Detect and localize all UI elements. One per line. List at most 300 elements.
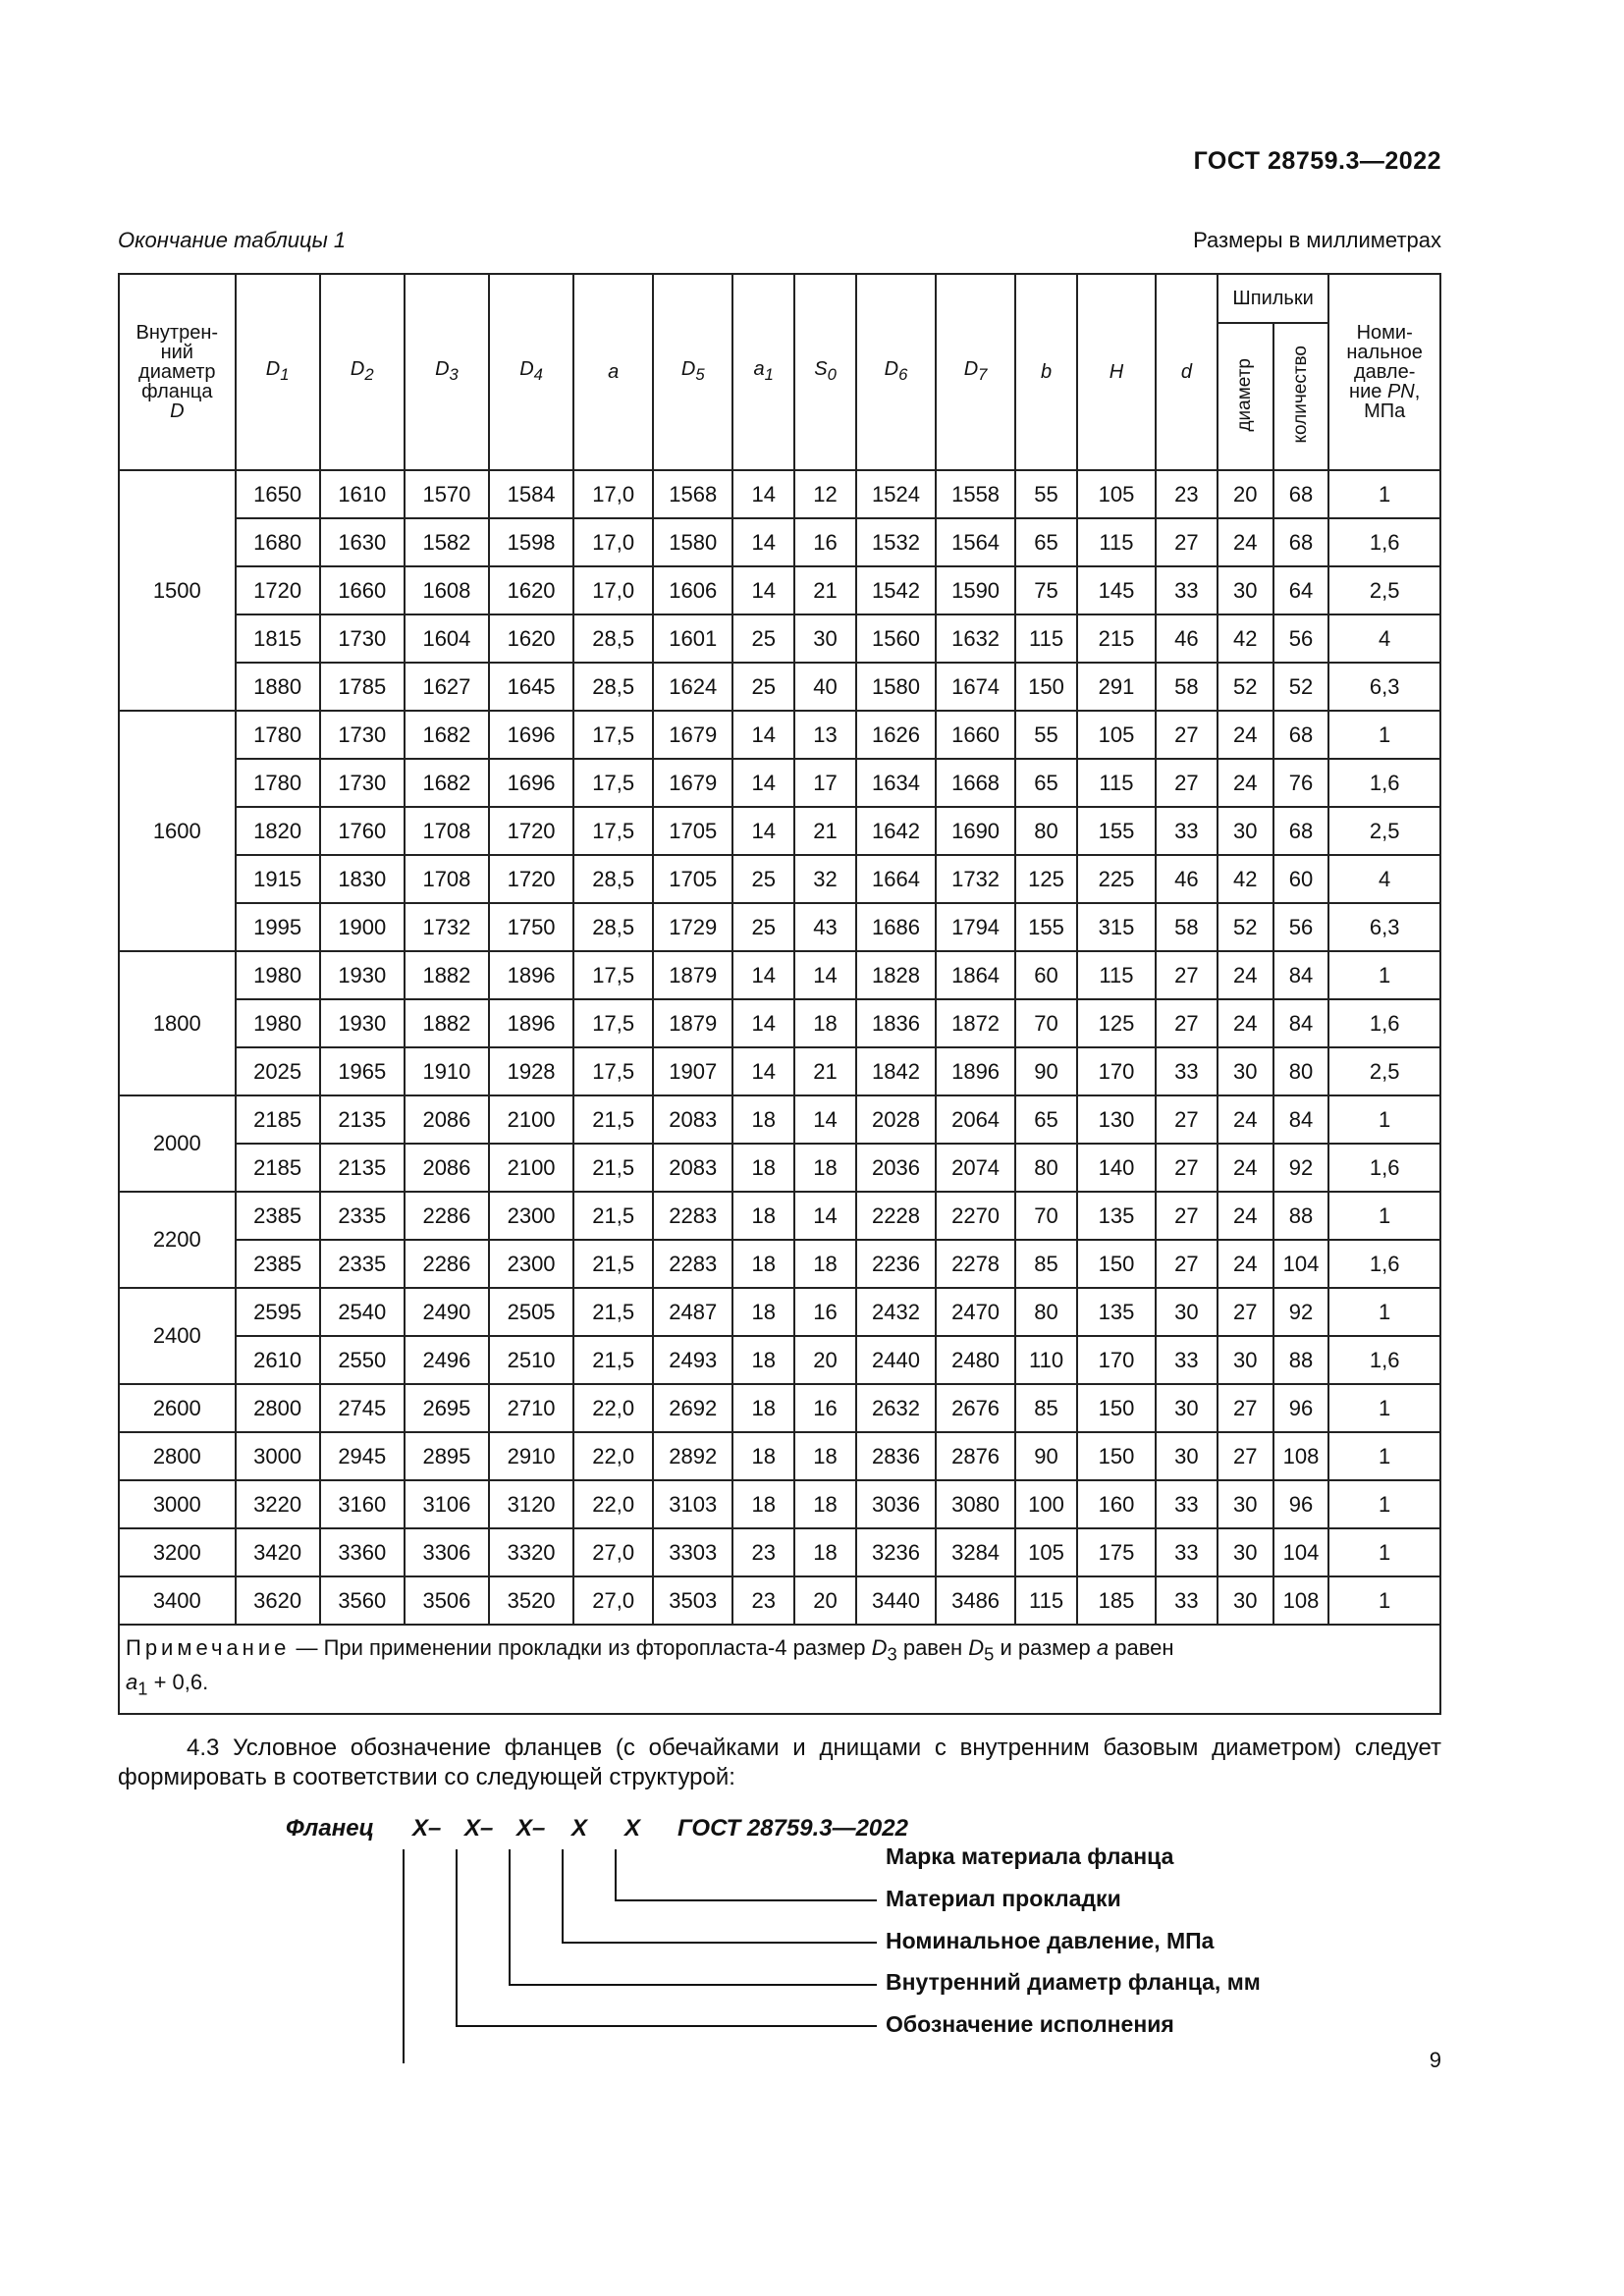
table-cell: 27 <box>1218 1384 1273 1432</box>
scheme-leader-1 <box>404 1849 877 2063</box>
table-cell: 23 <box>732 1576 794 1625</box>
table-cell: 2487 <box>653 1288 732 1336</box>
table-cell: 2540 <box>320 1288 405 1336</box>
table-cell: 1686 <box>856 903 936 951</box>
table-cell: 1584 <box>489 470 573 518</box>
table-cell: 75 <box>1015 566 1077 614</box>
header-pn-line: давле- <box>1353 361 1416 383</box>
table-cell: 24 <box>1218 1240 1273 1288</box>
table-cell: 22,0 <box>573 1384 653 1432</box>
table-cell: 12 <box>794 470 856 518</box>
table-cell: 14 <box>732 566 794 614</box>
table-cell: 25 <box>732 614 794 663</box>
table-cell: 2286 <box>405 1192 489 1240</box>
header-pn-line: Номи- <box>1356 322 1413 344</box>
table-cell: 76 <box>1273 759 1329 807</box>
table-cell: 1794 <box>936 903 1015 951</box>
table-cell: 14 <box>794 951 856 999</box>
note-d5: D <box>968 1635 985 1660</box>
table-cell: 1730 <box>320 711 405 759</box>
table-cell: 135 <box>1077 1288 1156 1336</box>
table-cell: 1815 <box>236 614 320 663</box>
table-cell: 315 <box>1077 903 1156 951</box>
header-pn-line: ние PN, <box>1349 381 1421 402</box>
table-cell: 21,5 <box>573 1192 653 1240</box>
table-cell: 3160 <box>320 1480 405 1528</box>
table-cell: 150 <box>1077 1432 1156 1480</box>
table-cell: 24 <box>1218 759 1273 807</box>
table-cell: 3520 <box>489 1576 573 1625</box>
table-cell: 24 <box>1218 951 1273 999</box>
table-cell: 88 <box>1273 1336 1329 1384</box>
table-cell: 3306 <box>405 1528 489 1576</box>
note-d5-sub: 5 <box>984 1643 995 1665</box>
table-cell: 3080 <box>936 1480 1015 1528</box>
header-D4-sub: 4 <box>533 365 543 384</box>
header-D5 <box>653 274 732 470</box>
table-cell: 1696 <box>489 711 573 759</box>
table-cell: 1582 <box>405 518 489 566</box>
table-cell: 104 <box>1273 1528 1329 1576</box>
table-cell: 3360 <box>320 1528 405 1576</box>
table-row <box>119 1095 1440 1144</box>
header-D2-sym: D <box>350 358 365 380</box>
table-cell: 1620 <box>489 566 573 614</box>
table-cell: 155 <box>1015 903 1077 951</box>
table-cell: 105 <box>1015 1528 1077 1576</box>
table-cell: 2270 <box>936 1192 1015 1240</box>
table-cell: 2283 <box>653 1192 732 1240</box>
header-inner-diameter-line: диаметр <box>138 361 216 383</box>
table-cell: 1,6 <box>1328 1240 1440 1288</box>
scheme-leader-2 <box>457 1849 877 2026</box>
table-row <box>119 566 1440 614</box>
table-cell: 17,5 <box>573 951 653 999</box>
table-cell: 150 <box>1015 663 1077 711</box>
note-d3: D <box>871 1635 888 1660</box>
table-cell: 52 <box>1273 663 1329 711</box>
table-cell: 21,5 <box>573 1288 653 1336</box>
table-cell: 18 <box>794 1480 856 1528</box>
table-cell: 24 <box>1218 1095 1273 1144</box>
table-row <box>119 855 1440 903</box>
table-cell: 33 <box>1156 1336 1218 1384</box>
table-cell: 1705 <box>653 807 732 855</box>
table-cell: 2086 <box>405 1144 489 1192</box>
table-cell: 18 <box>732 1432 794 1480</box>
scheme-standard: ГОСТ 28759.3—2022 <box>677 1815 908 1842</box>
table-row <box>119 470 1440 518</box>
table-cell: 1690 <box>936 807 1015 855</box>
table-cell: 90 <box>1015 1047 1077 1095</box>
table-cell: 104 <box>1273 1240 1329 1288</box>
table-note <box>119 1625 1440 1714</box>
note-a: a <box>1096 1635 1110 1660</box>
table-cell: 3420 <box>236 1528 320 1576</box>
header-inner-diameter-line: ний <box>160 342 193 363</box>
table-cell: 30 <box>1218 566 1273 614</box>
table-cell: 1720 <box>489 855 573 903</box>
table-cell: 1785 <box>320 663 405 711</box>
table-cell: 24 <box>1218 711 1273 759</box>
table-cell: 3106 <box>405 1480 489 1528</box>
table-cell: 1896 <box>489 999 573 1047</box>
table-cell: 68 <box>1273 470 1329 518</box>
table-cell: 1590 <box>936 566 1015 614</box>
table-cell: 105 <box>1077 470 1156 518</box>
table-cell: 52 <box>1218 663 1273 711</box>
header-D3-sym: D <box>435 358 450 380</box>
table-cell: 25 <box>732 903 794 951</box>
table-cell: 2480 <box>936 1336 1015 1384</box>
table-cell: 25 <box>732 663 794 711</box>
table-cell: 2236 <box>856 1240 936 1288</box>
header-D2-sub: 2 <box>364 365 374 384</box>
table-cell: 52 <box>1218 903 1273 951</box>
header-pn-symbol: PN <box>1386 381 1415 402</box>
table-cell: 2490 <box>405 1288 489 1336</box>
table-cell: 1750 <box>489 903 573 951</box>
note-label: Примечание <box>126 1635 291 1660</box>
table-cell: 150 <box>1077 1240 1156 1288</box>
header-studs-count-text: количество <box>1289 346 1311 444</box>
table-cell: 2,5 <box>1328 807 1440 855</box>
table-cell: 27 <box>1156 1144 1218 1192</box>
table-cell: 1674 <box>936 663 1015 711</box>
note-a1-sub: 1 <box>137 1678 148 1699</box>
table-cell: 14 <box>794 1192 856 1240</box>
table-cell: 2505 <box>489 1288 573 1336</box>
table-cell: 2135 <box>320 1144 405 1192</box>
table-cell: 46 <box>1156 855 1218 903</box>
table-row <box>119 999 1440 1047</box>
table-cell: 28,5 <box>573 663 653 711</box>
header-studs-diameter <box>1218 323 1273 470</box>
table-cell: 1910 <box>405 1047 489 1095</box>
table-cell: 14 <box>732 951 794 999</box>
table-cell: 2895 <box>405 1432 489 1480</box>
table-cell: 115 <box>1077 518 1156 566</box>
table-cell: 1730 <box>320 614 405 663</box>
table-cell: 64 <box>1273 566 1329 614</box>
table-cell: 3036 <box>856 1480 936 1528</box>
table-cell: 1 <box>1328 711 1440 759</box>
table-cell: 1729 <box>653 903 732 951</box>
table-cell: 150 <box>1077 1384 1156 1432</box>
table-cell: 2676 <box>936 1384 1015 1432</box>
table-cell: 185 <box>1077 1576 1156 1625</box>
table-cell: 1980 <box>236 999 320 1047</box>
table-cell: 1708 <box>405 855 489 903</box>
table-cell: 21,5 <box>573 1240 653 1288</box>
table-cell: 21 <box>794 807 856 855</box>
table-cell: 135 <box>1077 1192 1156 1240</box>
designation-scheme <box>0 1808 1624 2063</box>
table-row <box>119 1528 1440 1576</box>
table-cell: 2083 <box>653 1095 732 1144</box>
table-cell: 18 <box>732 1240 794 1288</box>
table-cell: 1896 <box>489 951 573 999</box>
table-cell: 18 <box>794 1144 856 1192</box>
table-cell: 3320 <box>489 1528 573 1576</box>
table-cell: 46 <box>1156 614 1218 663</box>
table-cell: 1682 <box>405 759 489 807</box>
header-D1-sub: 1 <box>280 365 290 384</box>
table-cell: 80 <box>1015 1144 1077 1192</box>
table-cell: 2695 <box>405 1384 489 1432</box>
table-cell: 25 <box>732 855 794 903</box>
table-cell: 2385 <box>236 1192 320 1240</box>
table-cell: 56 <box>1273 903 1329 951</box>
table-cell: 68 <box>1273 711 1329 759</box>
table-cell: 145 <box>1077 566 1156 614</box>
table-cell: 2493 <box>653 1336 732 1384</box>
table-cell: 14 <box>732 759 794 807</box>
cell-inner-diameter: 2600 <box>119 1384 236 1432</box>
table-cell: 18 <box>794 1432 856 1480</box>
table-cell: 1995 <box>236 903 320 951</box>
table-cell: 3220 <box>236 1480 320 1528</box>
table-cell: 291 <box>1077 663 1156 711</box>
table-cell: 1660 <box>320 566 405 614</box>
table-cell: 18 <box>732 1095 794 1144</box>
table-cell: 2550 <box>320 1336 405 1384</box>
table-row <box>119 1047 1440 1095</box>
header-D7-sym: D <box>963 358 979 380</box>
table-cell: 115 <box>1077 759 1156 807</box>
table-cell: 1,6 <box>1328 759 1440 807</box>
note-a1: a <box>126 1670 138 1695</box>
table-cell: 2510 <box>489 1336 573 1384</box>
table-cell: 18 <box>732 1480 794 1528</box>
table-cell: 130 <box>1077 1095 1156 1144</box>
table-cell: 17,5 <box>573 999 653 1047</box>
page-number: 9 <box>1429 2048 1441 2072</box>
table-cell: 33 <box>1156 807 1218 855</box>
table-row <box>119 807 1440 855</box>
table-cell: 1620 <box>489 614 573 663</box>
table-cell: 1558 <box>936 470 1015 518</box>
table-cell: 2710 <box>489 1384 573 1432</box>
table-cell: 27 <box>1218 1432 1273 1480</box>
table-cell: 84 <box>1273 999 1329 1047</box>
table-cell: 96 <box>1273 1480 1329 1528</box>
table-cell: 100 <box>1015 1480 1077 1528</box>
table-cell: 24 <box>1218 999 1273 1047</box>
table-cell: 20 <box>794 1336 856 1384</box>
cell-inner-diameter: 1500 <box>119 470 236 711</box>
header-D6-sub: 6 <box>898 365 908 384</box>
table-cell: 1598 <box>489 518 573 566</box>
note-text-3: и размер <box>994 1635 1097 1660</box>
header-a1-sub: 1 <box>764 365 774 384</box>
header-inner-diameter-symbol: D <box>170 400 185 422</box>
table-cell: 3440 <box>856 1576 936 1625</box>
scheme-label-version: Обозначение исполнения <box>886 2011 1174 2037</box>
table-cell: 84 <box>1273 951 1329 999</box>
table-cell: 1705 <box>653 855 732 903</box>
table-cell: 65 <box>1015 518 1077 566</box>
table-cell: 1830 <box>320 855 405 903</box>
table-cell: 2610 <box>236 1336 320 1384</box>
table-cell: 2228 <box>856 1192 936 1240</box>
table-cell: 2876 <box>936 1432 1015 1480</box>
table-cell: 56 <box>1273 614 1329 663</box>
table-cell: 18 <box>732 1336 794 1384</box>
table-cell: 80 <box>1015 807 1077 855</box>
table-cell: 1900 <box>320 903 405 951</box>
table-cell: 1 <box>1328 951 1440 999</box>
table-cell: 21,5 <box>573 1336 653 1384</box>
table-cell: 2692 <box>653 1384 732 1432</box>
table-cell: 70 <box>1015 999 1077 1047</box>
table-cell: 1580 <box>653 518 732 566</box>
table-cell: 1720 <box>489 807 573 855</box>
table-cell: 2,5 <box>1328 566 1440 614</box>
table-cell: 55 <box>1015 711 1077 759</box>
header-studs-diameter-text: диаметр <box>1234 357 1256 432</box>
table-cell: 1828 <box>856 951 936 999</box>
table-cell: 2300 <box>489 1240 573 1288</box>
table-cell: 24 <box>1218 1144 1273 1192</box>
table-cell: 1660 <box>936 711 1015 759</box>
table-cell: 21 <box>794 566 856 614</box>
table-cell: 1682 <box>405 711 489 759</box>
cell-inner-diameter: 3200 <box>119 1528 236 1576</box>
table-cell: 43 <box>794 903 856 951</box>
table-cell: 27 <box>1218 1288 1273 1336</box>
table-cell: 1580 <box>856 663 936 711</box>
table-cell: 22,0 <box>573 1480 653 1528</box>
table-cell: 2064 <box>936 1095 1015 1144</box>
table-cell: 27 <box>1156 711 1218 759</box>
scheme-label-pressure: Номинальное давление, МПа <box>886 1928 1215 1953</box>
table-cell: 33 <box>1156 1576 1218 1625</box>
table-cell: 4 <box>1328 855 1440 903</box>
table-cell: 33 <box>1156 1480 1218 1528</box>
table-cell: 18 <box>794 1528 856 1576</box>
table-cell: 115 <box>1015 614 1077 663</box>
table-cell: 30 <box>794 614 856 663</box>
table-cell: 70 <box>1015 1192 1077 1240</box>
table-cell: 1780 <box>236 711 320 759</box>
header-pn-line: нальное <box>1346 342 1423 363</box>
cell-inner-diameter: 2200 <box>119 1192 236 1288</box>
scheme-code-2: X– <box>464 1815 494 1842</box>
table-cell: 2283 <box>653 1240 732 1288</box>
table-cell: 1708 <box>405 807 489 855</box>
header-inner-diameter-line: фланца <box>141 381 213 402</box>
header-D3 <box>405 274 489 470</box>
table-cell: 3000 <box>236 1432 320 1480</box>
table-cell: 90 <box>1015 1432 1077 1480</box>
table-cell: 30 <box>1218 1480 1273 1528</box>
table-cell: 155 <box>1077 807 1156 855</box>
table-cell: 14 <box>732 470 794 518</box>
table-cell: 1679 <box>653 759 732 807</box>
table-cell: 68 <box>1273 807 1329 855</box>
table-cell: 1524 <box>856 470 936 518</box>
table-cell: 65 <box>1015 1095 1077 1144</box>
table-cell: 27 <box>1156 1240 1218 1288</box>
table-cell: 3560 <box>320 1576 405 1625</box>
header-studs: Шпильки <box>1218 274 1329 323</box>
table-cell: 30 <box>1156 1384 1218 1432</box>
table-caption: Окончание таблицы 1 <box>118 228 347 252</box>
header-D6 <box>856 274 936 470</box>
table-cell: 17,0 <box>573 518 653 566</box>
table-cell: 21,5 <box>573 1095 653 1144</box>
table-cell: 1 <box>1328 1384 1440 1432</box>
scheme-code-1: X– <box>412 1815 442 1842</box>
table-cell: 2300 <box>489 1192 573 1240</box>
header-a: a <box>573 274 653 470</box>
table-cell: 115 <box>1077 951 1156 999</box>
table-cell: 27 <box>1156 999 1218 1047</box>
table-cell: 16 <box>794 1288 856 1336</box>
cell-inner-diameter: 3400 <box>119 1576 236 1625</box>
table-cell: 3620 <box>236 1576 320 1625</box>
table-cell: 2185 <box>236 1095 320 1144</box>
table-cell: 2083 <box>653 1144 732 1192</box>
table-cell: 1680 <box>236 518 320 566</box>
scheme-label-flange-material: Марка материала фланца <box>886 1843 1174 1869</box>
table-row <box>119 614 1440 663</box>
header-H: H <box>1077 274 1156 470</box>
table-cell: 1626 <box>856 711 936 759</box>
table-cell: 1 <box>1328 1288 1440 1336</box>
table-cell: 96 <box>1273 1384 1329 1432</box>
table-cell: 68 <box>1273 518 1329 566</box>
scheme-leader-4 <box>563 1849 877 1943</box>
scheme-word: Фланец <box>286 1815 375 1842</box>
table-cell: 18 <box>732 1288 794 1336</box>
table-cell: 30 <box>1218 1336 1273 1384</box>
table-cell: 1720 <box>236 566 320 614</box>
table-cell: 30 <box>1218 1047 1273 1095</box>
table-row <box>119 1336 1440 1384</box>
table-cell: 20 <box>794 1576 856 1625</box>
table-cell: 1930 <box>320 999 405 1047</box>
table-cell: 27 <box>1156 759 1218 807</box>
header-D7-sub: 7 <box>978 365 988 384</box>
table-cell: 21 <box>794 1047 856 1095</box>
table-cell: 2800 <box>236 1384 320 1432</box>
table-cell: 27 <box>1156 951 1218 999</box>
table-cell: 125 <box>1015 855 1077 903</box>
cell-inner-diameter: 1600 <box>119 711 236 951</box>
table-row <box>119 1480 1440 1528</box>
table-cell: 1820 <box>236 807 320 855</box>
table-cell: 140 <box>1077 1144 1156 1192</box>
table-cell: 18 <box>732 1144 794 1192</box>
table-cell: 3486 <box>936 1576 1015 1625</box>
table-cell: 24 <box>1218 518 1273 566</box>
table-cell: 30 <box>1156 1432 1218 1480</box>
header-a1-sym: a <box>753 358 765 380</box>
table-cell: 125 <box>1077 999 1156 1047</box>
table-cell: 3503 <box>653 1576 732 1625</box>
scheme-leader-3 <box>510 1849 877 1985</box>
table-cell: 2632 <box>856 1384 936 1432</box>
scheme-label-diameter: Внутренний диаметр фланца, мм <box>886 1969 1261 1995</box>
table-cell: 28,5 <box>573 903 653 951</box>
header-pn-unit: МПа <box>1364 400 1406 422</box>
table-cell: 1570 <box>405 470 489 518</box>
scheme-label-gasket-material: Материал прокладки <box>886 1886 1121 1911</box>
table-cell: 18 <box>794 999 856 1047</box>
table-cell: 88 <box>1273 1192 1329 1240</box>
